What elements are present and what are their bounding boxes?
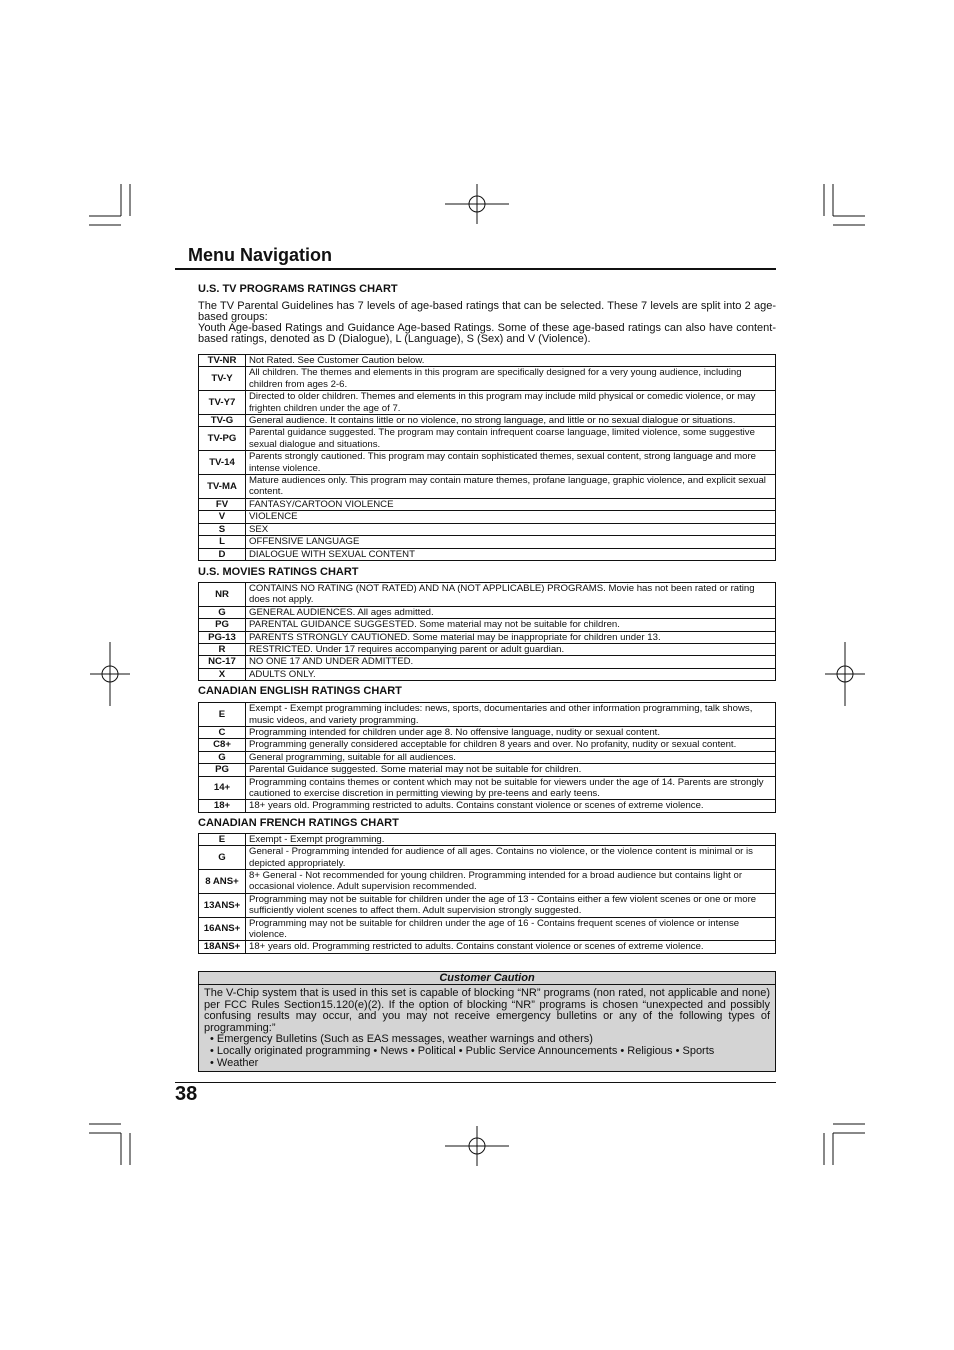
- rating-code: TV-G: [199, 415, 246, 427]
- rating-description: Mature audiences only. This program may contain mature themes, profane language, graphic violence, and explicit sexual content.: [246, 475, 776, 499]
- rating-row: [199, 619, 776, 631]
- ca-french-heading: CANADIAN FRENCH RATINGS CHART: [198, 816, 399, 829]
- rating-code: 14+: [199, 776, 246, 800]
- rating-row: [199, 751, 776, 763]
- caution-bullet: • Weather: [210, 1056, 259, 1069]
- rating-code: NR: [199, 582, 246, 606]
- caution-text: The V-Chip system that is used in this set is capable of blocking “NR” programs (non rated, not applicable and none) per FCC Rules Section15.120(e)(2). If the option of blocking “NR” programs is chosen “unexpected and possibly confusing results may occur, and you may not receive emergency bulletins or any of the following types of programming:”: [204, 987, 770, 1034]
- rating-code: R: [199, 643, 246, 655]
- rating-code: G: [199, 751, 246, 763]
- rating-row: [199, 870, 776, 894]
- ca-english-ratings-table: [198, 702, 776, 813]
- rating-row: [199, 917, 776, 941]
- rating-row: [199, 536, 776, 548]
- us-tv-intro-1: The TV Parental Guidelines has 7 levels of age-based ratings that can be selected. These 7 levels are split into 2 age-based groups:: [198, 300, 776, 323]
- rating-code: 13ANS+: [199, 893, 246, 917]
- caution-bullet: • Locally originated programming • News • Political • Public Service Announcements • Religious • Sports: [210, 1044, 715, 1057]
- rating-code: TV-Y7: [199, 391, 246, 415]
- rating-row: [199, 391, 776, 415]
- rating-row: [199, 475, 776, 499]
- rating-code: NC-17: [199, 656, 246, 668]
- rating-row: [199, 643, 776, 655]
- rating-code: E: [199, 833, 246, 845]
- rating-row: [199, 893, 776, 917]
- rating-row: [199, 656, 776, 668]
- rating-description: VIOLENCE: [246, 511, 776, 523]
- rating-row: [199, 776, 776, 800]
- rating-description: Not Rated. See Customer Caution below.: [246, 355, 776, 367]
- rating-code: TV-Y: [199, 367, 246, 391]
- rating-row: [199, 606, 776, 618]
- rating-code: V: [199, 511, 246, 523]
- rating-description: 18+ years old. Programming restricted to adults. Contains constant violence or scenes of extreme violence.: [246, 800, 776, 812]
- rating-code: 8 ANS+: [199, 870, 246, 894]
- rating-row: [199, 941, 776, 953]
- rating-description: NO ONE 17 AND UNDER ADMITTED.: [246, 656, 776, 668]
- rating-code: C: [199, 726, 246, 738]
- rating-row: [199, 833, 776, 845]
- rating-row: [199, 451, 776, 475]
- rating-row: [199, 548, 776, 560]
- rating-description: General audience. It contains little or no violence, no strong language, and little or no sexual dialogue or situations.: [246, 415, 776, 427]
- rating-code: D: [199, 548, 246, 560]
- rating-code: C8+: [199, 739, 246, 751]
- us-tv-intro-2: Youth Age-based Ratings and Guidance Age-based Ratings. Some of these age-based ratings can also have content-based ratings, denoted as D (Dialogue), L (Language), S (Sex) and V (Violence).: [198, 322, 776, 345]
- rating-row: [199, 846, 776, 870]
- us-tv-ratings-table: [198, 354, 776, 561]
- rating-code: E: [199, 703, 246, 727]
- rating-description: ADULTS ONLY.: [246, 668, 776, 680]
- rating-row: [199, 726, 776, 738]
- us-movies-heading: U.S. MOVIES RATINGS CHART: [198, 565, 359, 578]
- ca-french-ratings-table: [198, 833, 776, 954]
- rating-description: General programming, suitable for all audiences.: [246, 751, 776, 763]
- rating-description: Directed to older children. Themes and elements in this program may include mild physical or comedic violence, or may frighten children under the age of 7.: [246, 391, 776, 415]
- rating-row: [199, 703, 776, 727]
- rating-description: Programming contains themes or content which may not be suitable for viewers under the age of 14. Parents are strongly cautioned to exercise discretion in permitting viewing by pre-teens and early teens.: [246, 776, 776, 800]
- rating-description: PARENTAL GUIDANCE SUGGESTED. Some material may not be suitable for children.: [246, 619, 776, 631]
- rating-code: TV-14: [199, 451, 246, 475]
- rating-description: 18+ years old. Programming restricted to adults. Contains constant violence or scenes of extreme violence.: [246, 941, 776, 953]
- rating-row: [199, 427, 776, 451]
- rating-row: [199, 355, 776, 367]
- rating-row: [199, 367, 776, 391]
- rating-description: Parental Guidance suggested. Some material may not be suitable for children.: [246, 764, 776, 776]
- rating-code: FV: [199, 498, 246, 510]
- rating-code: PG: [199, 764, 246, 776]
- footer-divider: [175, 1082, 776, 1083]
- rating-code: 18ANS+: [199, 941, 246, 953]
- rating-code: PG: [199, 619, 246, 631]
- rating-code: PG-13: [199, 631, 246, 643]
- us-movies-ratings-table: [198, 582, 776, 681]
- rating-code: TV-NR: [199, 355, 246, 367]
- rating-description: RESTRICTED. Under 17 requires accompanying parent or adult guardian.: [246, 643, 776, 655]
- rating-description: Programming intended for children under age 8. No offensive language, nudity or sexual content.: [246, 726, 776, 738]
- rating-description: Parents strongly cautioned. This program may contain sophisticated themes, sexual content, strong language and more intense violence.: [246, 451, 776, 475]
- rating-description: OFFENSIVE LANGUAGE: [246, 536, 776, 548]
- caution-bullet: • Emergency Bulletins (Such as EAS messages, weather warnings and others): [210, 1033, 593, 1046]
- rating-code: TV-PG: [199, 427, 246, 451]
- caution-title: Customer Caution: [199, 972, 775, 985]
- rating-code: 16ANS+: [199, 917, 246, 941]
- rating-row: [199, 523, 776, 535]
- title-divider: [175, 268, 776, 270]
- rating-row: [199, 739, 776, 751]
- ca-english-heading: CANADIAN ENGLISH RATINGS CHART: [198, 685, 402, 698]
- rating-code: X: [199, 668, 246, 680]
- rating-row: [199, 582, 776, 606]
- rating-description: All children. The themes and elements in this program are specifically designed for a very young audience, including children from ages 2-6.: [246, 367, 776, 391]
- rating-row: [199, 800, 776, 812]
- rating-code: S: [199, 523, 246, 535]
- rating-description: General - Programming intended for audience of all ages. Contains no violence, or the violence content is minimal or is depicted appropriately.: [246, 846, 776, 870]
- rating-description: Exempt - Exempt programming.: [246, 833, 776, 845]
- rating-code: L: [199, 536, 246, 548]
- rating-description: DIALOGUE WITH SEXUAL CONTENT: [246, 548, 776, 560]
- rating-row: [199, 631, 776, 643]
- rating-description: FANTASY/CARTOON VIOLENCE: [246, 498, 776, 510]
- rating-code: G: [199, 846, 246, 870]
- page-number: 38: [175, 1083, 198, 1105]
- rating-description: CONTAINS NO RATING (NOT RATED) AND NA (NOT APPLICABLE) PROGRAMS. Movie has not been rated or rating does not apply.: [246, 582, 776, 606]
- rating-description: Programming may not be suitable for children under the age of 13 - Contains either a few violent scenes or one or more sufficiently violent scenes to affect them. Adult supervision strongly suggested.: [246, 893, 776, 917]
- rating-row: [199, 511, 776, 523]
- rating-code: TV-MA: [199, 475, 246, 499]
- ratings-content: [198, 283, 776, 954]
- rating-description: SEX: [246, 523, 776, 535]
- customer-caution-box: [198, 971, 776, 1072]
- rating-description: Programming generally considered acceptable for children 8 years and over. No profanity, nudity or sexual content.: [246, 739, 776, 751]
- rating-row: [199, 764, 776, 776]
- rating-description: Programming may not be suitable for children under the age of 16 - Contains frequent scenes of violence or intense violence.: [246, 917, 776, 941]
- rating-code: G: [199, 606, 246, 618]
- rating-description: Exempt - Exempt programming includes: news, sports, documentaries and other information programming, talk shows, music videos, and variety programming.: [246, 703, 776, 727]
- rating-row: [199, 668, 776, 680]
- rating-description: Parental guidance suggested. The program may contain infrequent coarse language, limited violence, some suggestive sexual dialogue and situations.: [246, 427, 776, 451]
- rating-row: [199, 415, 776, 427]
- rating-description: 8+ General - Not recommended for young children. Programming intended for a broad audience but contains light or occasional violence. Adult supervision recommended.: [246, 870, 776, 894]
- rating-description: GENERAL AUDIENCES. All ages admitted.: [246, 606, 776, 618]
- rating-description: PARENTS STRONGLY CAUTIONED. Some material may be inappropriate for children under 13.: [246, 631, 776, 643]
- page-title: Menu Navigation: [188, 245, 333, 265]
- rating-code: 18+: [199, 800, 246, 812]
- rating-row: [199, 498, 776, 510]
- us-tv-heading: U.S. TV PROGRAMS RATINGS CHART: [198, 283, 398, 295]
